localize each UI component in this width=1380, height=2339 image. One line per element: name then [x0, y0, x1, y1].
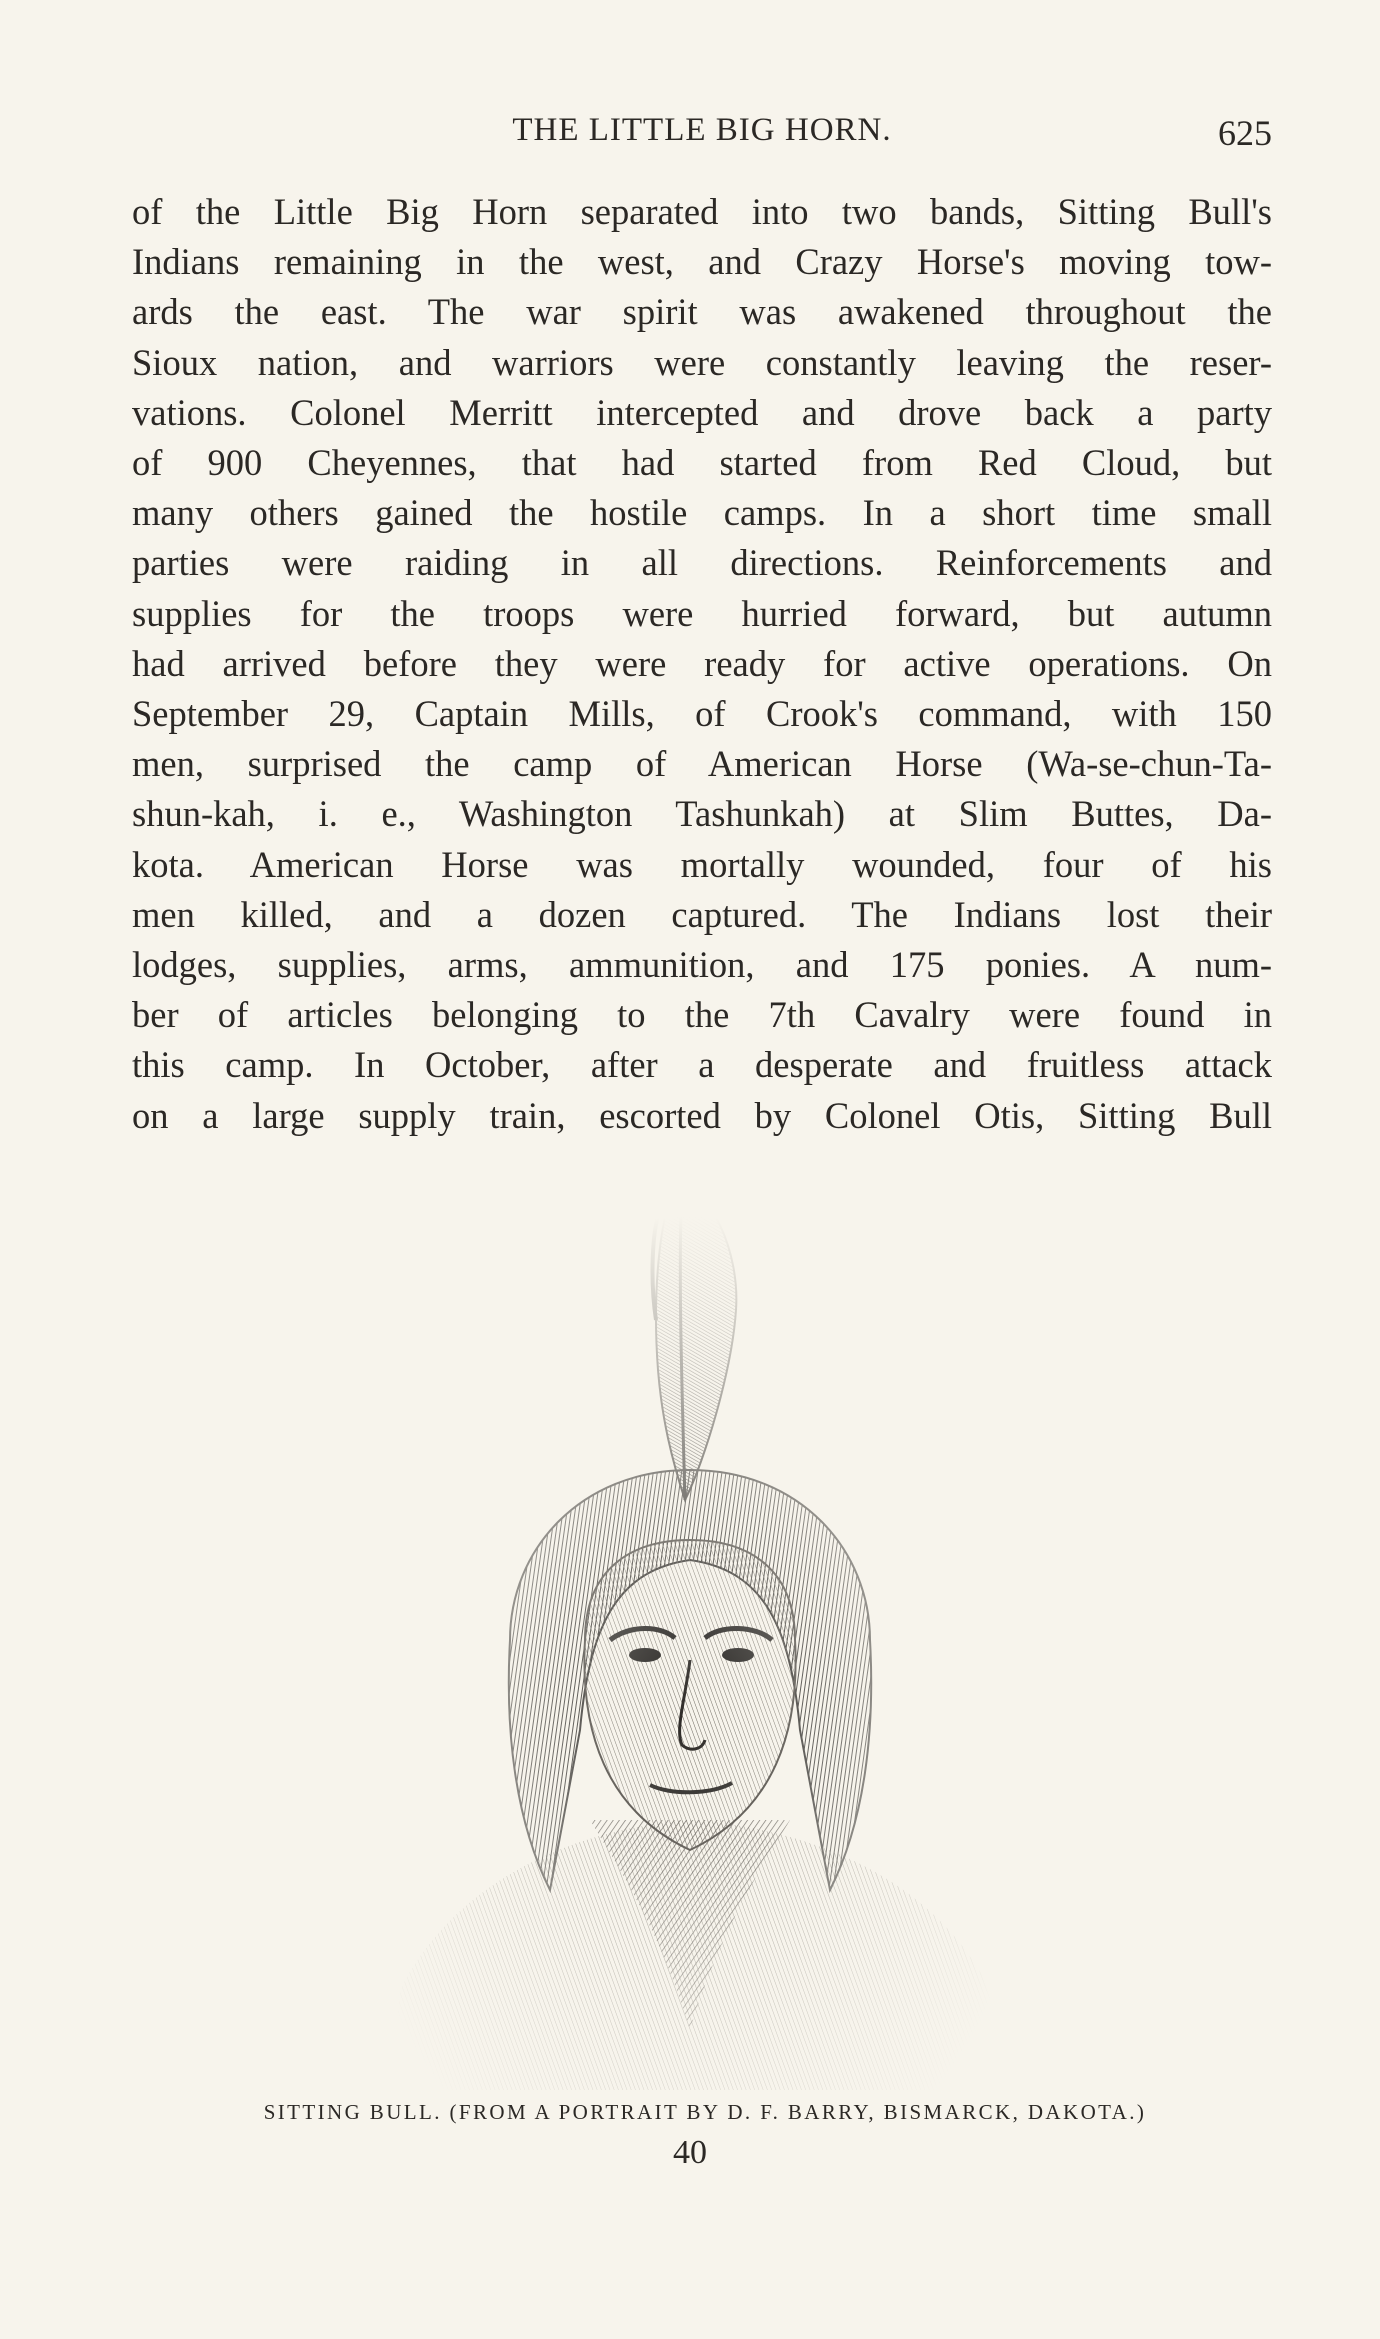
figure-caption: SITTING BULL. (FROM A PORTRAIT BY D. F. BARRY, BISMARCK, DAKOTA.)	[263, 2100, 1147, 2124]
text-line: kota. American Horse was mortally wounded, four of his	[132, 843, 1272, 885]
signature-mark: 40	[673, 2134, 707, 2171]
portrait-illustration	[360, 1170, 1020, 2090]
text-line: ber of articles belonging to the 7th Cavalry were found in	[132, 994, 1272, 1036]
running-title: THE LITTLE BIG HORN.	[512, 112, 892, 148]
text-line: parties were raiding in all directions. Reinforcements and	[132, 542, 1272, 584]
text-line: of the Little Big Horn separated into two bands, Sitting Bull's	[132, 191, 1272, 232]
text-line: lodges, supplies, arms, ammunition, and 175 ponies. A num-	[132, 944, 1272, 986]
text-line: had arrived before they were ready for active operations. On	[132, 642, 1272, 684]
text-line: this camp. In October, after a desperate and fruitless attack	[132, 1044, 1272, 1086]
text-line: men killed, and a dozen captured. The Indians lost their	[132, 893, 1272, 935]
running-head	[132, 112, 1272, 156]
text-line: on a large supply train, escorted by Colonel Otis, Sitting Bull	[132, 1094, 1272, 1136]
text-line: Indians remaining in the west, and Crazy Horse's moving tow-	[132, 241, 1272, 283]
text-line: vations. Colonel Merritt intercepted and drove back a party	[132, 391, 1272, 433]
text-line: men, surprised the camp of American Horse (Wa-se-chun-Ta-	[132, 743, 1272, 785]
text-line: Sioux nation, and warriors were constantly leaving the reser-	[132, 341, 1272, 383]
text-line: ards the east. The war spirit was awakened throughout the	[132, 291, 1272, 333]
text-line: September 29, Captain Mills, of Crook's command, with 150	[132, 693, 1272, 735]
portrait-engraving	[360, 1170, 1020, 2090]
page-number: 625	[1218, 113, 1272, 153]
body-paragraph	[132, 187, 1272, 1141]
text-line: of 900 Cheyennes, that had started from Red Cloud, but	[132, 442, 1272, 484]
text-line: supplies for the troops were hurried forward, but autumn	[132, 592, 1272, 634]
text-line: many others gained the hostile camps. In a short time small	[132, 492, 1272, 534]
text-line: shun-kah, i. e., Washington Tashunkah) at Slim Buttes, Da-	[132, 793, 1272, 835]
